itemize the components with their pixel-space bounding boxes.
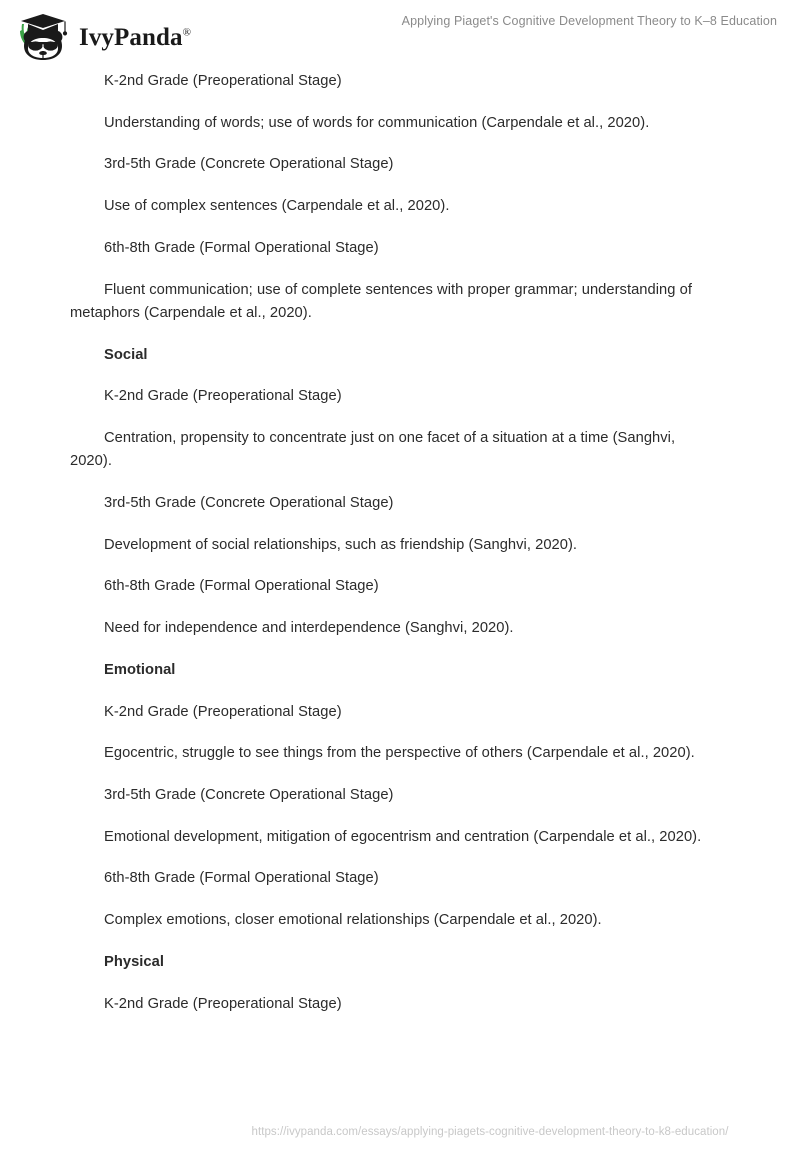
paragraph: 6th-8th Grade (Formal Operational Stage) — [104, 870, 379, 887]
source-url[interactable]: https://ivypanda.com/essays/applying-piagets-cognitive-development-theory-to-k8-education/ — [251, 1126, 729, 1138]
brand-name: IvyPanda® — [79, 23, 192, 51]
paragraph: K-2nd Grade (Preoperational Stage) — [104, 388, 342, 405]
paragraph: 3rd-5th Grade (Concrete Operational Stage) — [104, 156, 394, 173]
panda-graduate-icon — [16, 11, 72, 63]
paragraph: 6th-8th Grade (Formal Operational Stage) — [104, 578, 379, 595]
paragraph: K-2nd Grade (Preoperational Stage) — [104, 73, 342, 89]
paragraph: 6th-8th Grade (Formal Operational Stage) — [104, 239, 379, 256]
running-title: Applying Piaget's Cognitive Development Theory to K–8 Education — [401, 14, 777, 28]
document-body — [70, 70, 720, 1016]
paragraph: Egocentric, struggle to see things from the perspective of others (Carpendale et al., 2020). — [104, 745, 695, 762]
paragraph: Fluent communication; use of complete sentences with proper grammar; understanding of metaphors (Carpendale et al., 2020). — [70, 281, 692, 321]
paragraph: 3rd-5th Grade (Concrete Operational Stage) — [104, 494, 394, 511]
paragraph: K-2nd Grade (Preoperational Stage) — [104, 995, 342, 1012]
brand-logo[interactable] — [16, 11, 191, 63]
page-footer — [0, 1122, 800, 1140]
paragraph: Need for independence and interdependence (Sanghvi, 2020). — [104, 620, 514, 637]
paragraph: Understanding of words; use of words for communication (Carpendale et al., 2020). — [104, 114, 650, 131]
paragraph: 3rd-5th Grade (Concrete Operational Stage) — [104, 786, 394, 803]
paragraph: K-2nd Grade (Preoperational Stage) — [104, 703, 342, 720]
section-heading-physical: Physical — [104, 953, 165, 970]
paragraph: Centration, propensity to concentrate just on one facet of a situation at a time (Sanghvi, 2020). — [70, 429, 676, 470]
paragraph: Use of complex sentences (Carpendale et al., 2020). — [104, 198, 450, 215]
paragraph: Emotional development, mitigation of egocentrism and centration (Carpendale et al., 2020). — [104, 828, 702, 845]
section-heading-social: Social — [104, 346, 148, 363]
section-heading-emotional: Emotional — [104, 661, 176, 678]
paragraph: Complex emotions, closer emotional relationships (Carpendale et al., 2020). — [104, 912, 602, 929]
registered-trademark-icon: ® — [182, 26, 192, 39]
page-header — [0, 0, 800, 70]
paragraph: Development of social relationships, such as friendship (Sanghvi, 2020). — [104, 536, 578, 553]
